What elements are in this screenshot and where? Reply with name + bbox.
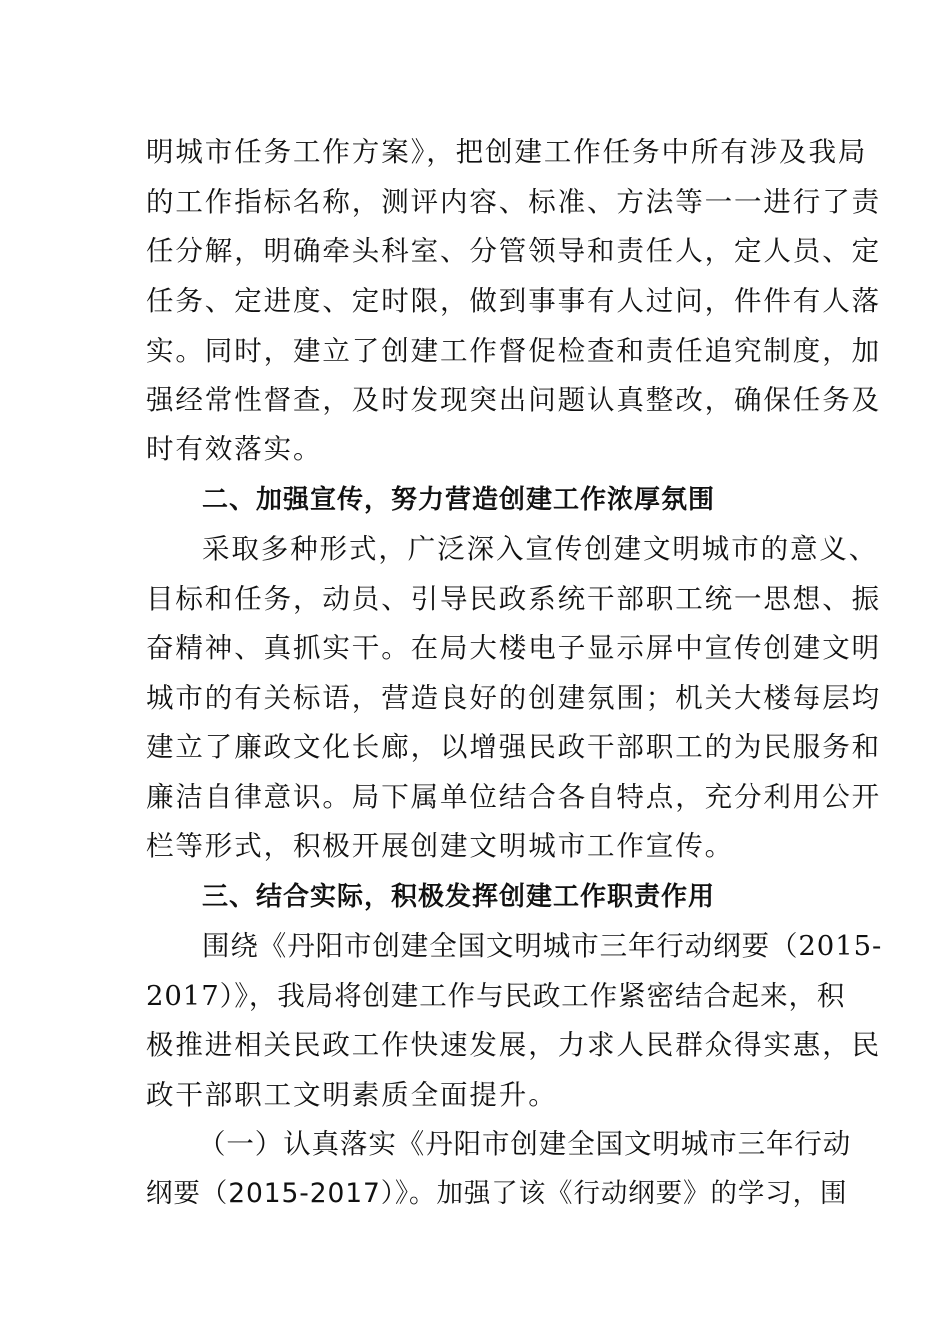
body-line: 目标和任务，动员、引导民政系统干部职工统一思想、振 [146,583,881,615]
body-line: 奋精神、真抓实干。在局大楼电子显示屏中宣传创建文明 [146,632,881,664]
section-heading-3: 三、结合实际，积极发挥创建工作职责作用 [202,882,716,912]
body-line: 2017）》，我局将创建工作与民政工作紧密结合起来，积 [146,980,846,1012]
body-line: 的工作指标名称，测评内容、标准、方法等一一进行了责 [146,186,881,218]
body-line: 任分解，明确牵头科室、分管领导和责任人，定人员、定 [146,235,881,267]
paragraph-start: 围绕《丹阳市创建全国文明城市三年行动纲要（2015- [202,930,883,962]
body-line: 栏等形式，积极开展创建文明城市工作宣传。 [146,830,734,862]
subsection-heading-1: （一）认真落实《丹阳市创建全国文明城市三年行动 [198,1128,852,1160]
body-line: 建立了廉政文化长廊，以增强民政干部职工的为民服务和 [146,731,881,763]
paragraph-start: 采取多种形式，广泛深入宣传创建文明城市的意义、 [202,533,879,565]
body-line: 纲要（2015-2017）》。加强了该《行动纲要》的学习，围 [146,1178,848,1209]
body-line: 城市的有关标语，营造良好的创建氛围；机关大楼每层均 [146,682,881,714]
body-line: 实。同时，建立了创建工作督促检查和责任追究制度，加 [146,335,881,367]
body-line: 极推进相关民政工作快速发展，力求人民群众得实惠，民 [146,1029,881,1061]
section-heading-2: 二、加强宣传，努力营造创建工作浓厚氛围 [202,485,716,515]
body-line: 时有效落实。 [146,433,323,465]
body-line: 强经常性督查，及时发现突出问题认真整改，确保任务及 [146,384,881,416]
body-line: 明城市任务工作方案》，把创建工作任务中所有涉及我局 [146,136,868,168]
body-line: 任务、定进度、定时限，做到事事有人过问，件件有人落 [146,285,881,317]
body-line: 廉洁自律意识。局下属单位结合各自特点，充分利用公开 [146,781,881,813]
body-line: 政干部职工文明素质全面提升。 [146,1079,558,1111]
